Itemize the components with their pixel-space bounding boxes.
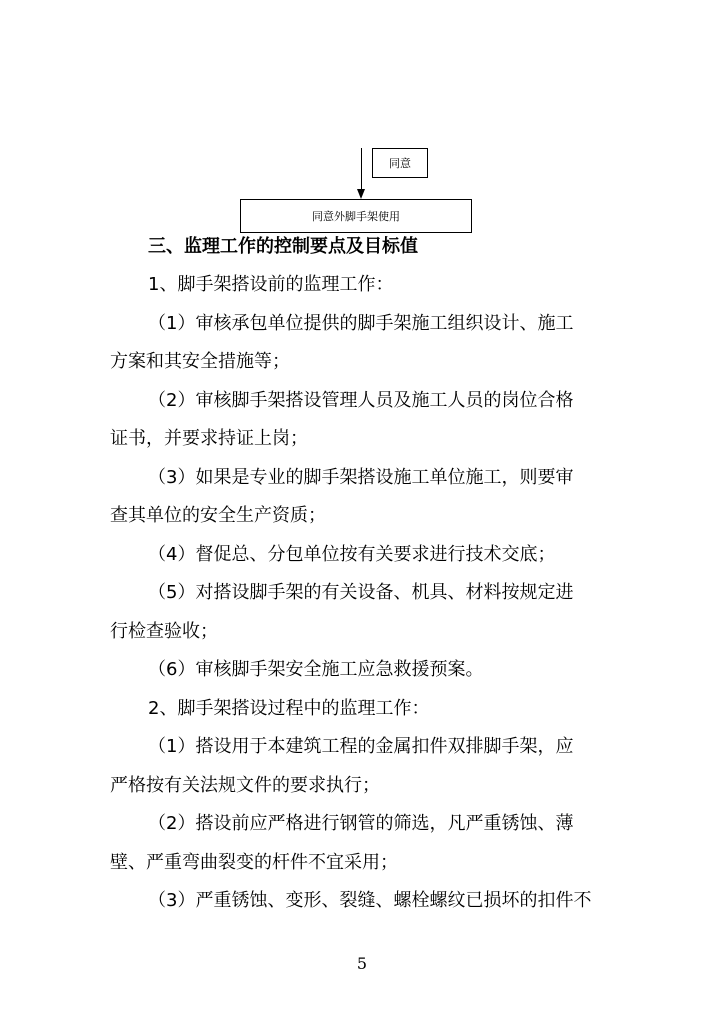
flowchart-approve-use-box: 同意外脚手架使用: [240, 199, 472, 233]
page-number: 5: [356, 954, 368, 973]
paragraph-line: 行检查验收；: [110, 621, 218, 642]
paragraph-line: 方案和其安全措施等；: [110, 351, 290, 372]
paragraph-line: （4）督促总、分包单位按有关要求进行技术交底；: [148, 544, 556, 565]
paragraph-line: （1）搭设用于本建筑工程的金属扣件双排脚手架，应: [148, 736, 574, 757]
paragraph-line: （2）审核脚手架搭设管理人员及施工人员的岗位合格: [148, 390, 574, 411]
paragraph-line: （5）对搭设脚手架的有关设备、机具、材料按规定进: [148, 582, 574, 603]
paragraph-line: 壁、严重弯曲裂变的杆件不宜采用；: [110, 852, 398, 873]
paragraph-line: 证书，并要求持证上岗；: [110, 428, 308, 449]
flowchart-connector-line: [361, 148, 362, 192]
paragraph-line: 严格按有关法规文件的要求执行；: [110, 775, 380, 796]
paragraph-line: （1）审核承包单位提供的脚手架施工组织设计、施工: [148, 313, 574, 334]
paragraph-line: （6）审核脚手架安全施工应急救援预案。: [148, 659, 484, 680]
paragraph-line: （2）搭设前应严格进行钢管的筛选，凡严重锈蚀、薄: [148, 813, 574, 834]
paragraph-line: 2、脚手架搭设过程中的监理工作：: [148, 698, 430, 719]
paragraph-line: 查其单位的安全生产资质；: [110, 505, 326, 526]
paragraph-line: 1、脚手架搭设前的监理工作：: [148, 274, 394, 295]
paragraph-line: （3）严重锈蚀、变形、裂缝、螺栓螺纹已损坏的扣件不: [148, 890, 592, 911]
section-heading: 三、监理工作的控制要点及目标值: [148, 236, 418, 257]
flowchart-arrowhead-icon: [357, 189, 365, 199]
flowchart-agree-box: 同意: [372, 148, 428, 178]
paragraph-line: （3）如果是专业的脚手架搭设施工单位施工，则要审: [148, 467, 574, 488]
